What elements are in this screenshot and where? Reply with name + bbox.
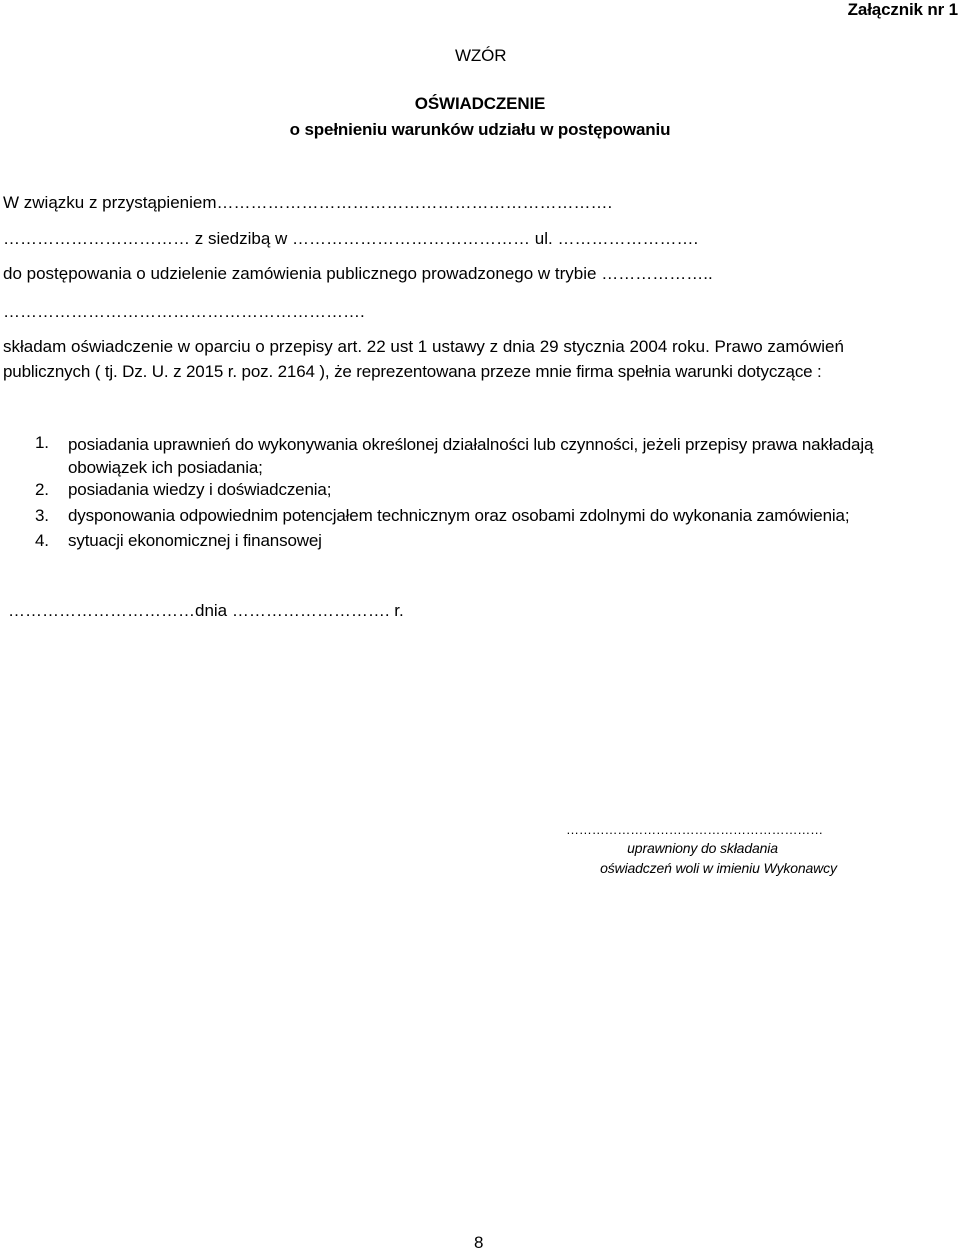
body-line-declaration: składam oświadczenie w oparciu o przepisy art. 22 ust 1 ustawy z dnia 29 stycznia 2004 roku. Prawo zamówień [3, 337, 844, 356]
body-line-procedure: do postępowania o udzielenie zamówienia publicznego prowadzonego w trybie ……………….. [3, 264, 713, 283]
document-title: OŚWIADCZENIE [414, 94, 546, 113]
template-label: WZÓR [455, 46, 507, 65]
condition-number: 4. [35, 531, 49, 550]
annex-label: Załącznik nr 1 [847, 0, 958, 19]
signature-caption: uprawniony do składania [627, 840, 778, 856]
condition-number: 2. [35, 480, 49, 499]
page-number: 8 [474, 1233, 484, 1252]
body-line-seat: …………………………… z siedzibą w …………………………………… ul. ……………………. [3, 229, 699, 248]
body-line-procedure-mode: ………………………………………………………. [3, 302, 365, 321]
condition-text: posiadania uprawnień do wykonywania określonej działalności lub czynności, jeżeli przepisy prawa nakładają obowiązek ich posiadania; [68, 435, 874, 477]
document-subtitle: o spełnieniu warunków udziału w postępowaniu [289, 120, 671, 139]
condition-number: 1. [35, 433, 49, 452]
date-line: ……………………………dnia ………………………. r. [8, 601, 404, 620]
condition-text: dysponowania odpowiednim potencjałem technicznym oraz osobami zdolnymi do wykonania zamówienia; [68, 506, 850, 525]
body-line-accession: W związku z przystąpieniem……………………………………………………………. [3, 193, 613, 212]
signature-caption: oświadczeń woli w imieniu Wykonawcy [600, 860, 837, 876]
condition-text: posiadania wiedzy i doświadczenia; [68, 480, 332, 499]
signature-line: …………………………………………………… [566, 822, 824, 837]
condition-text: sytuacji ekonomicznej i finansowej [68, 531, 322, 550]
body-line-legal-basis: publicznych ( tj. Dz. U. z 2015 r. poz. 2164 ), że reprezentowana przeze mnie firma spełnia warunki dotyczące : [3, 362, 822, 381]
condition-number: 3. [35, 506, 49, 525]
